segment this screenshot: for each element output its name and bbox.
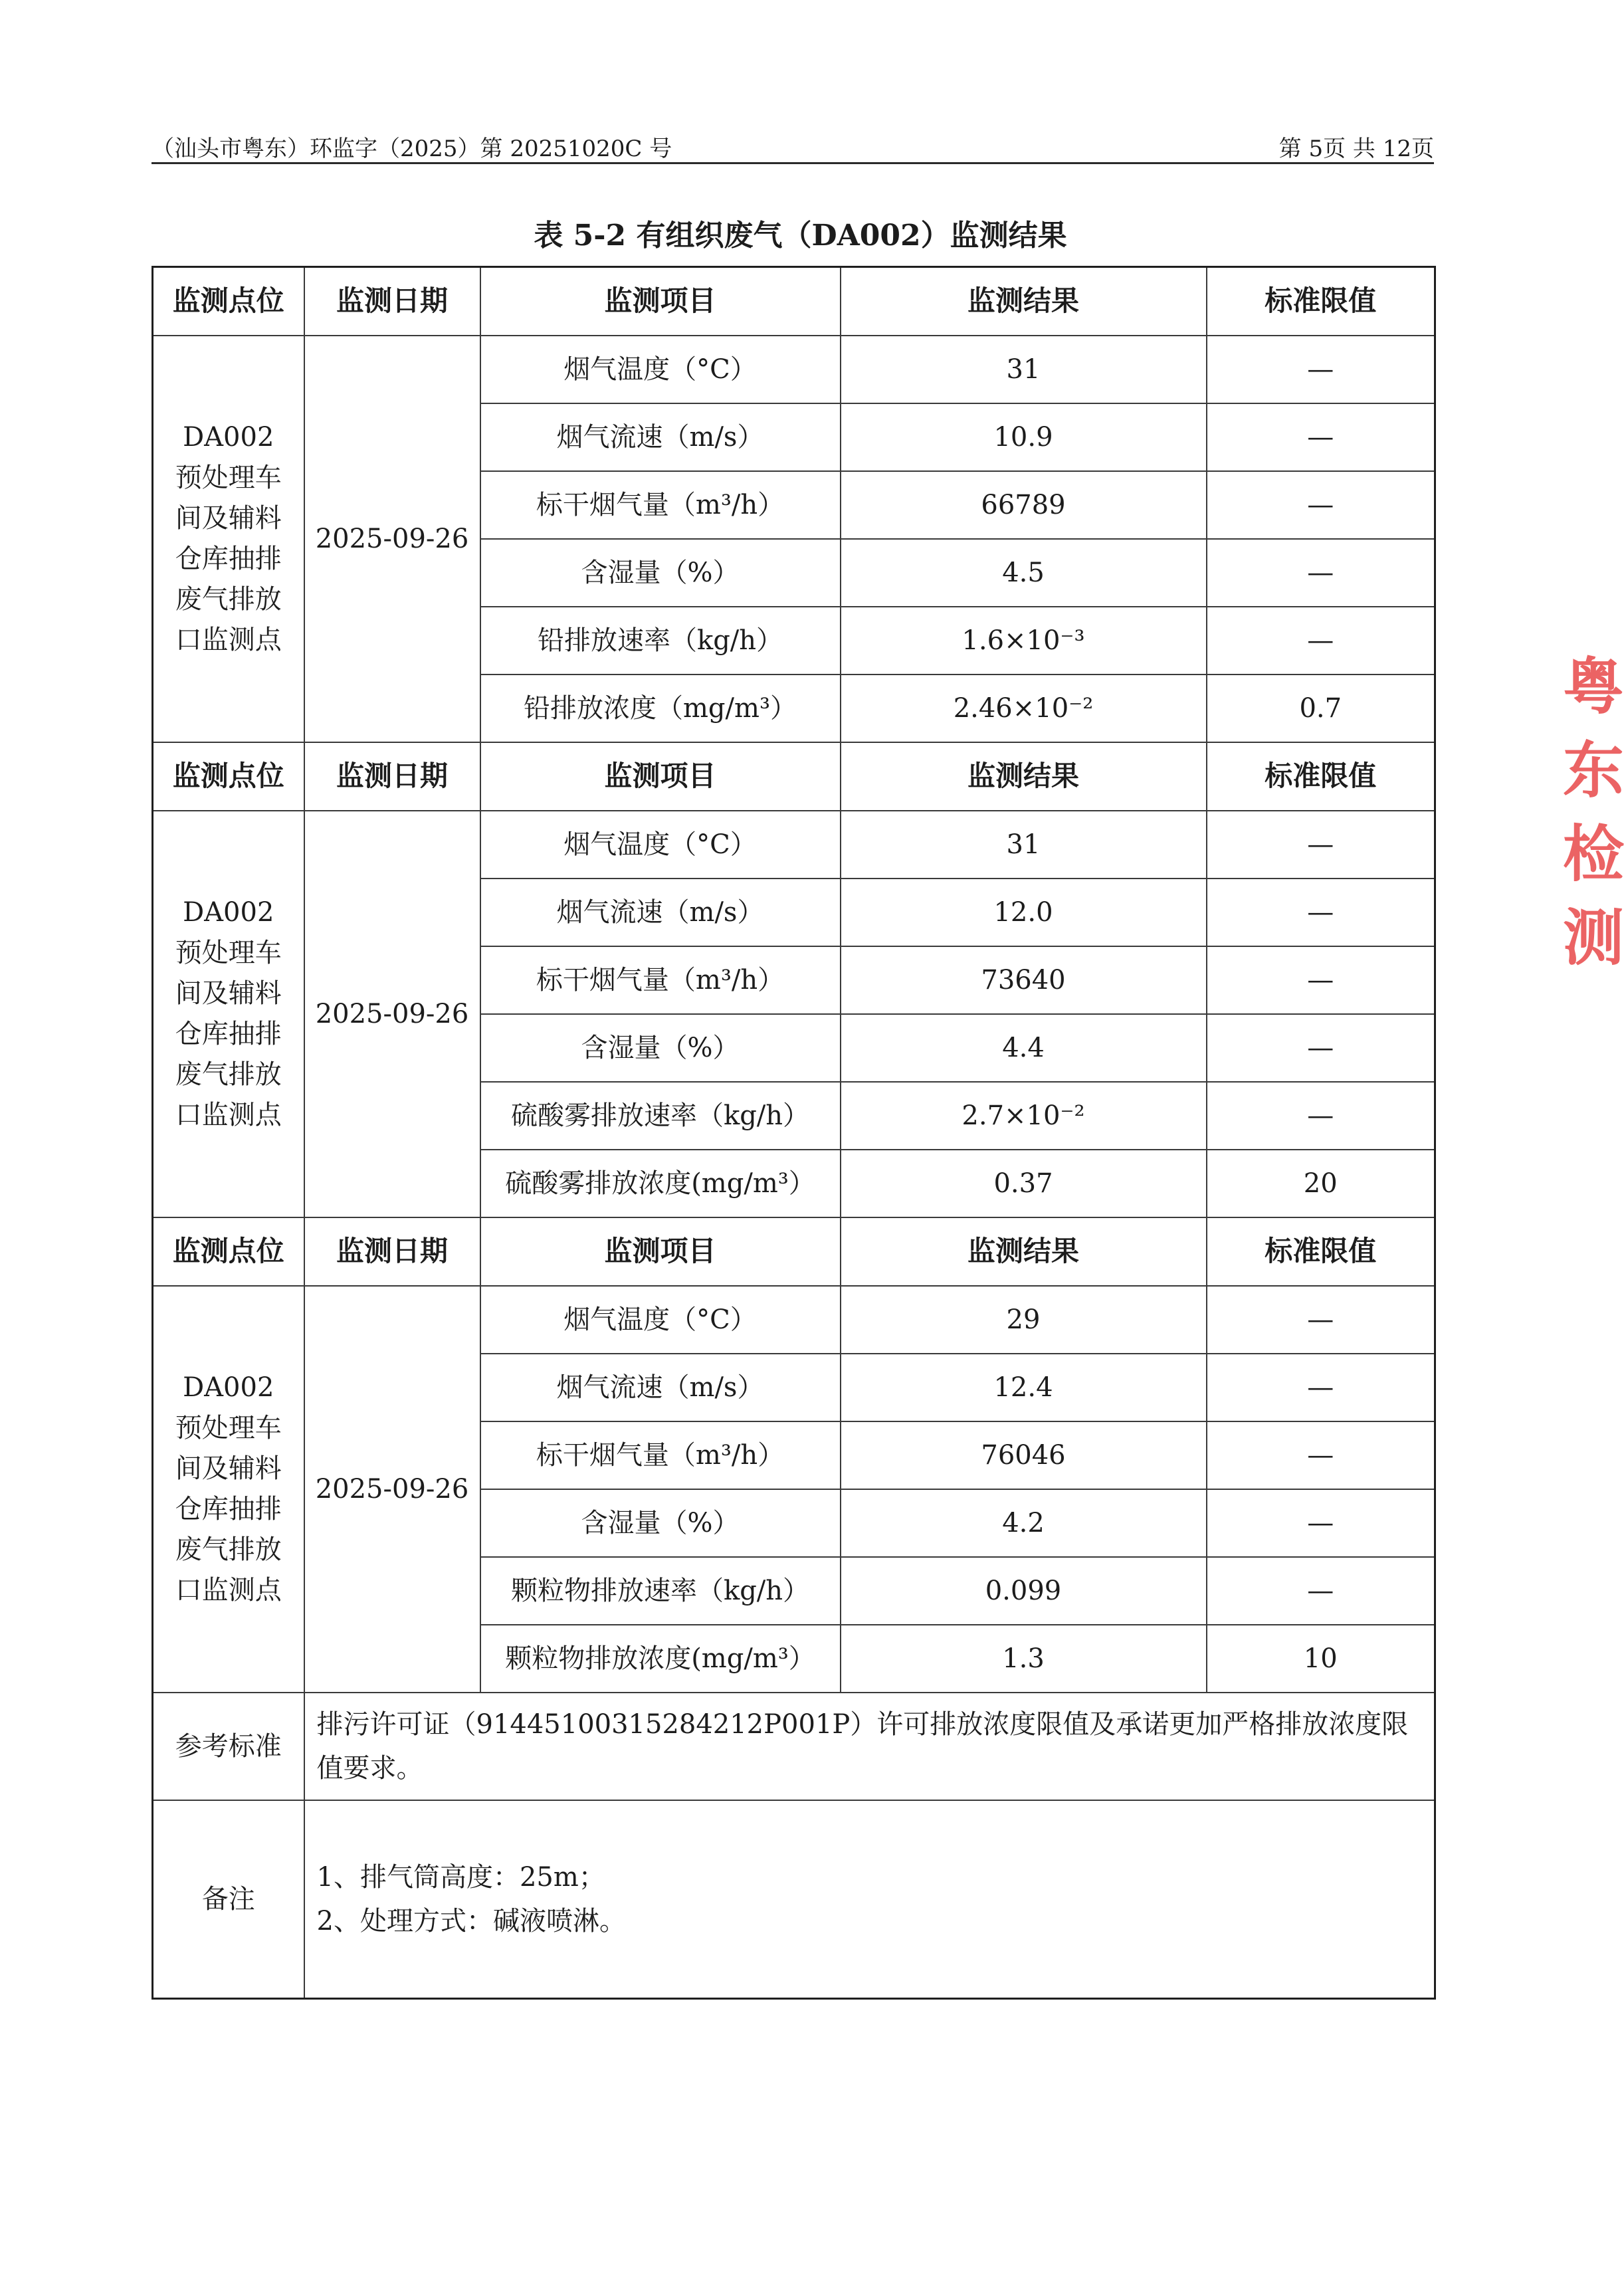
reference-label: 参考标准 [153, 1693, 304, 1800]
monitoring-result: 73640 [841, 946, 1207, 1014]
header-row [153, 267, 1435, 336]
location-line: 口监测点 [175, 625, 282, 655]
monitoring-item: 烟气流速（m/s） [480, 1354, 841, 1421]
standard-limit: — [1207, 403, 1435, 471]
location-line: 仓库抽排 [175, 1494, 282, 1524]
standard-limit: — [1207, 1354, 1435, 1421]
location-line: 间及辅料 [175, 978, 282, 1009]
standard-limit: — [1207, 879, 1435, 946]
monitoring-result: 10.9 [841, 403, 1207, 471]
column-header: 标准限值 [1207, 1217, 1435, 1286]
monitoring-result: 12.0 [841, 879, 1207, 946]
monitoring-item: 颗粒物排放速率（kg/h） [480, 1557, 841, 1625]
monitoring-result: 31 [841, 811, 1207, 879]
location-line: 预处理车 [175, 938, 282, 968]
column-header: 监测项目 [480, 267, 841, 336]
red-seal-stamp: 粤 东 检 测 [1563, 651, 1624, 974]
monitoring-result: 4.2 [841, 1489, 1207, 1557]
monitoring-location [153, 811, 304, 1217]
standard-limit: — [1207, 336, 1435, 403]
monitoring-result: 12.4 [841, 1354, 1207, 1421]
standard-limit: — [1207, 1286, 1435, 1354]
monitoring-item: 铅排放浓度（mg/m³） [480, 675, 841, 742]
column-header: 监测项目 [480, 1217, 841, 1286]
monitoring-result: 2.46×10⁻² [841, 675, 1207, 742]
monitoring-item: 标干烟气量（m³/h） [480, 1421, 841, 1489]
notes-text [304, 1800, 1435, 1999]
results-table [152, 266, 1436, 2000]
standard-limit: 0.7 [1207, 675, 1435, 742]
location-line: DA002 [183, 897, 274, 928]
monitoring-item: 烟气流速（m/s） [480, 403, 841, 471]
standard-limit: — [1207, 1014, 1435, 1082]
column-header: 监测点位 [153, 742, 304, 811]
column-header: 监测点位 [153, 1217, 304, 1286]
note-line: 1、排气筒高度：25m； [316, 1862, 605, 1893]
page-header [152, 128, 1434, 164]
monitoring-item: 硫酸雾排放速率（kg/h） [480, 1082, 841, 1150]
location-line: DA002 [183, 422, 274, 453]
column-header: 监测项目 [480, 742, 841, 811]
location-line: 间及辅料 [175, 503, 282, 534]
monitoring-result: 4.4 [841, 1014, 1207, 1082]
standard-limit: — [1207, 539, 1435, 607]
column-header: 监测点位 [153, 267, 304, 336]
column-header: 标准限值 [1207, 267, 1435, 336]
standard-limit: — [1207, 1421, 1435, 1489]
monitoring-item: 含湿量（%） [480, 539, 841, 607]
location-line: 废气排放 [175, 1059, 282, 1090]
monitoring-location [153, 1286, 304, 1693]
location-line: 废气排放 [175, 1534, 282, 1565]
monitoring-date: 2025-09-26 [304, 1286, 480, 1693]
standard-limit: — [1207, 811, 1435, 879]
standard-limit: — [1207, 1082, 1435, 1150]
monitoring-result: 29 [841, 1286, 1207, 1354]
standard-limit: — [1207, 471, 1435, 539]
location-line: 间及辅料 [175, 1453, 282, 1484]
monitoring-result: 76046 [841, 1421, 1207, 1489]
standard-limit: — [1207, 1489, 1435, 1557]
standard-limit: — [1207, 946, 1435, 1014]
monitoring-result: 31 [841, 336, 1207, 403]
location-line: 废气排放 [175, 584, 282, 615]
column-header: 监测结果 [841, 267, 1207, 336]
monitoring-result: 1.3 [841, 1625, 1207, 1693]
document-number: （汕头市粤东）环监字（2025）第 20251020C 号 [152, 136, 672, 162]
column-header: 监测日期 [304, 267, 480, 336]
table-row [153, 336, 1435, 403]
note-line: 2、处理方式：碱液喷淋。 [316, 1906, 626, 1936]
location-line: 仓库抽排 [175, 1019, 282, 1049]
column-header: 监测日期 [304, 742, 480, 811]
monitoring-result: 0.099 [841, 1557, 1207, 1625]
table-row [153, 1286, 1435, 1354]
monitoring-result: 1.6×10⁻³ [841, 607, 1207, 675]
monitoring-result: 2.7×10⁻² [841, 1082, 1207, 1150]
monitoring-result: 0.37 [841, 1150, 1207, 1217]
column-header: 监测结果 [841, 1217, 1207, 1286]
page-number: 第 5页 共 12页 [1278, 136, 1434, 162]
notes-row [153, 1800, 1435, 1999]
monitoring-item: 标干烟气量（m³/h） [480, 946, 841, 1014]
monitoring-item: 烟气温度（°C） [480, 336, 841, 403]
monitoring-item: 颗粒物排放浓度(mg/m³） [480, 1625, 841, 1693]
standard-limit: 10 [1207, 1625, 1435, 1693]
monitoring-item: 烟气温度（°C） [480, 811, 841, 879]
location-line: 口监测点 [175, 1575, 282, 1606]
standard-limit: 20 [1207, 1150, 1435, 1217]
monitoring-item: 硫酸雾排放浓度(mg/m³） [480, 1150, 841, 1217]
monitoring-item: 烟气流速（m/s） [480, 879, 841, 946]
monitoring-item: 标干烟气量（m³/h） [480, 471, 841, 539]
monitoring-result: 4.5 [841, 539, 1207, 607]
location-line: 口监测点 [175, 1100, 282, 1130]
column-header: 标准限值 [1207, 742, 1435, 811]
standard-limit: — [1207, 1557, 1435, 1625]
column-header: 监测结果 [841, 742, 1207, 811]
table-row [153, 811, 1435, 879]
monitoring-location [153, 336, 304, 742]
monitoring-item: 含湿量（%） [480, 1489, 841, 1557]
monitoring-date: 2025-09-26 [304, 811, 480, 1217]
table-title: 表 5-2 有组织废气（DA002）监测结果 [534, 219, 1067, 253]
monitoring-item: 烟气温度（°C） [480, 1286, 841, 1354]
header-row [153, 742, 1435, 811]
reference-text: 排污许可证（91445100315284212P001P）许可排放浓度限值及承诺更加严格排放浓度限值要求。 [304, 1693, 1435, 1800]
column-header: 监测日期 [304, 1217, 480, 1286]
location-line: 预处理车 [175, 1413, 282, 1443]
standard-limit: — [1207, 607, 1435, 675]
monitoring-item: 铅排放速率（kg/h） [480, 607, 841, 675]
notes-label: 备注 [153, 1800, 304, 1999]
location-line: DA002 [183, 1372, 274, 1403]
monitoring-item: 含湿量（%） [480, 1014, 841, 1082]
header-row [153, 1217, 1435, 1286]
location-line: 预处理车 [175, 463, 282, 493]
monitoring-result: 66789 [841, 471, 1207, 539]
location-line: 仓库抽排 [175, 544, 282, 574]
monitoring-date: 2025-09-26 [304, 336, 480, 742]
reference-row [153, 1693, 1435, 1800]
